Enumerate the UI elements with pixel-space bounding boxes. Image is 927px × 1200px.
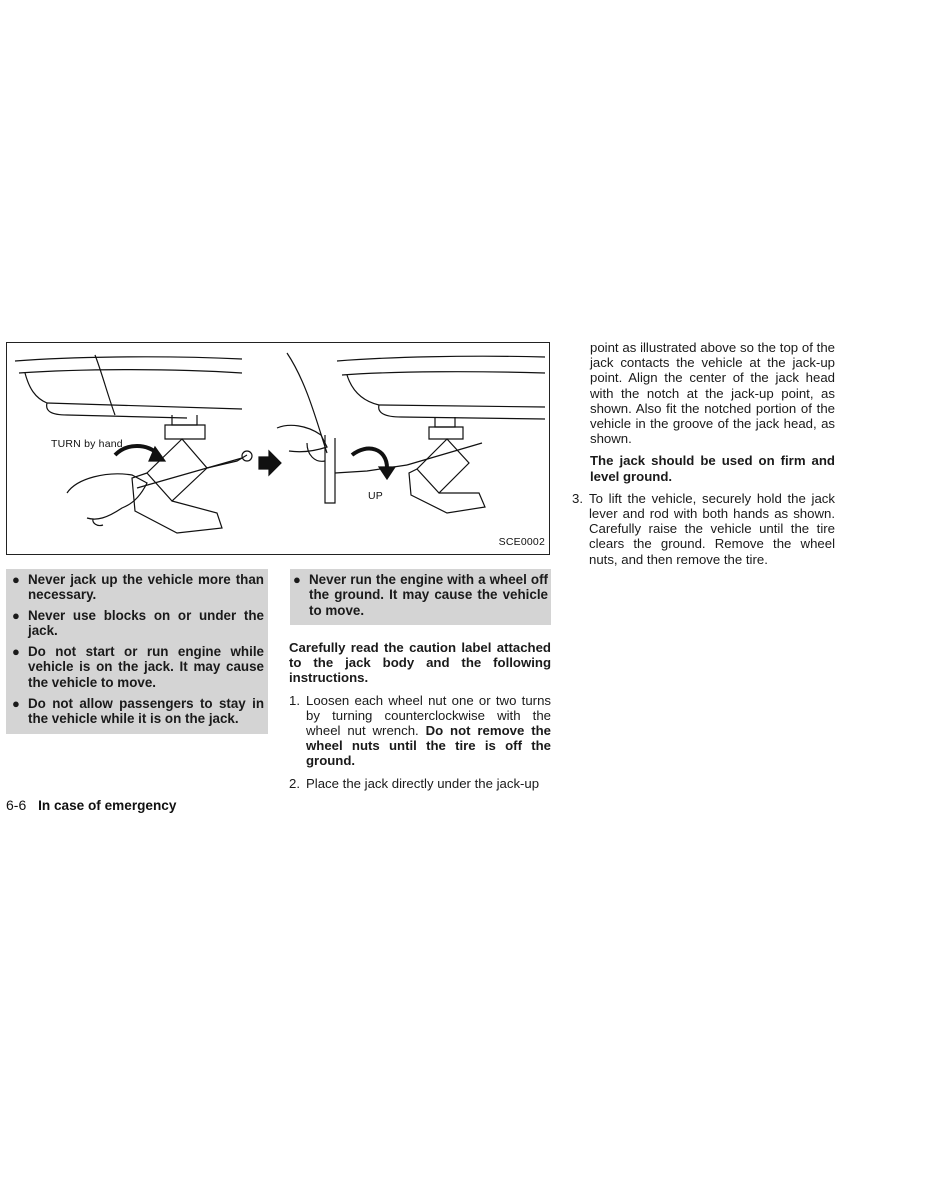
step-text: Place the jack directly under the jack-up xyxy=(306,775,540,791)
jack-illustration xyxy=(6,342,550,555)
step-number: 1. xyxy=(289,692,300,708)
step-number: 3. xyxy=(572,490,583,506)
page-footer xyxy=(6,797,176,813)
bullet-icon: ● xyxy=(12,572,20,587)
warning-list-left xyxy=(11,572,264,726)
bullet-icon: ● xyxy=(293,572,301,587)
warning-item: ● Do not start or run engine while vehicle is on the jack. It may cause the vehicle to move. xyxy=(12,644,264,690)
warning-box-middle xyxy=(290,569,551,625)
section-title: In case of emergency xyxy=(38,798,177,813)
bullet-icon: ● xyxy=(12,644,20,660)
firm-ground-note: The jack should be used on firm and level ground. xyxy=(590,453,835,484)
step-2 xyxy=(289,776,551,791)
warning-item: ● Never use blocks on or under the jack. xyxy=(12,608,264,639)
bullet-icon: ● xyxy=(12,608,20,624)
instructions-column-right xyxy=(572,340,835,574)
step-text: To lift the vehicle, securely hold the jack lever and rod with both hands as shown. Carefully raise the vehicle until the tire clears the ground. Remove the wheel nuts, and then remove the tire. xyxy=(589,490,835,567)
warning-box-left xyxy=(6,569,268,734)
step-3 xyxy=(572,491,835,567)
warning-item: ● Never jack up the vehicle more than necessary. xyxy=(12,572,264,603)
warning-item: ● Do not allow passengers to stay in the vehicle while it is on the jack. xyxy=(12,695,264,726)
page-number: 6-6 xyxy=(6,797,27,813)
turn-label: TURN by hand xyxy=(51,438,123,450)
caution-intro: Carefully read the caution label attached to the jack body and the following instructions. xyxy=(289,640,551,686)
warning-item: ● Never run the engine with a wheel off the ground. It may cause the vehicle to move. xyxy=(293,572,548,618)
step-1 xyxy=(289,693,551,769)
bullet-icon: ● xyxy=(12,695,20,711)
step-warning: Do not remove the wheel nuts until the tire is off the ground. xyxy=(306,723,551,769)
up-label: UP xyxy=(368,490,383,502)
instructions-column-middle xyxy=(289,640,551,798)
step-number: 2. xyxy=(289,775,300,791)
figure-code: SCE0002 xyxy=(498,536,545,548)
warning-list-middle xyxy=(292,572,548,618)
step-text: Loosen each wheel nut one or two turns by turning counterclockwise with the wheel nut wrench. xyxy=(306,692,551,739)
step-2-continued: point as illustrated above so the top of the jack contacts the vehicle at the jack-up point. Align the center of the jack head with the notch at the jack-up point, as shown. Also fit the notched portion of the vehicle in the groove of the jack head, as shown. xyxy=(590,340,835,447)
